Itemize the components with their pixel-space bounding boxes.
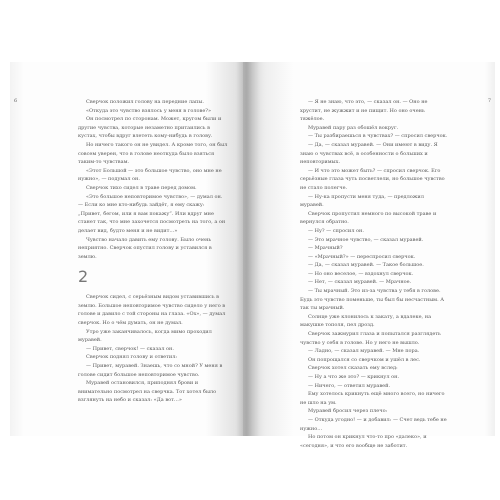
paragraph: Солнце уже клонилось к закату, а вдалеке, на макушке тополя, пел дрозд. <box>300 313 432 329</box>
paragraph: — И что это может быть? — спросил сверчок. Его серьёзные глаза чуть посветлели, но большое чувство не стало полегче. <box>300 167 445 191</box>
paragraph: — Нет, — сказал муравей. — Мрачное. <box>308 279 412 286</box>
paragraph: Сверчок хотел сказать ему вслед: <box>308 365 398 372</box>
paragraph: Муравей пару раз обошёл вокруг. <box>308 124 399 131</box>
paragraph: Он посмотрел по сторонам. Может, кругом были и другие чувства, которые незаметно притаились в кустах, чтобы вдруг влететь кому-нибудь в голову. <box>78 116 222 140</box>
paragraph: Сверчок зажмурил глаза и попытался разглядеть чувство у себя в голове. Но у него не вышло. <box>300 331 441 346</box>
paragraph: «Этот Большой — это большое чувство, оно мне не нужно», — подумал он. <box>78 167 222 183</box>
paragraph: — Ты мрачный. Это из-за чувства у тебя в голове. Будь это чувство поменьше, ты был бы несчастным. А так ты мрачный. <box>300 288 445 312</box>
paragraph: — Мрачный? <box>308 245 343 252</box>
paragraph: Сверчок поднял голову и ответил: <box>86 354 178 361</box>
left-page <box>10 62 243 436</box>
book-gutter-shadow <box>236 62 260 436</box>
paragraph: Чувство начало давить ему голову. Было очень неприятно. Сверчок опустил голову и уставился в землю. <box>78 236 212 260</box>
paragraph: — Да, — сказал муравей. — Они имеют в виду. Я знаю о чувствах всё, в особенности о больших и неповторимых. <box>300 141 438 166</box>
paragraph: Сверчок положил голову на передние лапы. <box>86 99 204 105</box>
page-number-right: 7 <box>487 98 491 104</box>
book-spread <box>10 62 495 449</box>
paragraph: — Ну-ка пропусти меня туда, — предложил муравей. <box>300 193 424 209</box>
paragraph: — Ничего, — ответил муравей. <box>308 382 391 389</box>
paragraph: Муравей остановился, приподнял брови и внимательно посмотрел на сверчка. Тот хотел было взглянуть на небо и сказал: «Да вот…» <box>78 380 217 404</box>
paragraph: «Откуда это чувство взялось у меня в голове?» <box>86 107 212 114</box>
paragraph: Сверчок сидел, с серьёзным видом уставившись в землю. Большое неповторимое чувство сидело у него в голове и давило с той стороны на глаза. «Ох», — думал сверчок. Но о чём думать, он не думал. <box>78 294 226 327</box>
paragraph: Муравей бросил через плечо: <box>308 408 388 415</box>
paragraph: — Откуда угодно! — и добавил: — Счет ведь тебе не нужно… <box>300 416 447 432</box>
paragraph: Сверчок тихо сидел в траве перед домом. <box>86 184 197 191</box>
paragraph: — Привет, муравей. Знаешь, что со мной? У меня в голове сидит большое неповторимое чувство. <box>78 363 223 378</box>
paragraph: — Да, — сказал муравей. — Такое большое. <box>308 262 424 269</box>
paragraph: «Это большое неповторимое чувство», — думал он. — Если ко мне кто-нибудь зайдёт, я ему скажу: „Привет, бегом, или я вам покажу“. Или вдруг мне станет так, что мне захочется посмотреть на того, а он делает вид, будто меня и не видит…» <box>78 193 226 234</box>
paragraph: Ему хотелось крикнуть ещё много всего, но ничего не шло на ум. <box>300 391 445 406</box>
paragraph: Сверчок пропустил немного по высокой траве и вернулся обратно. <box>300 210 437 226</box>
page-number-left: 6 <box>14 98 18 104</box>
paragraph: — Ладно, — сказал муравей. — Мне пора. <box>308 348 420 355</box>
paragraph: Но ничего такого он не увидел. А кроме того, он был совсем уверен, что в голове неоткуда было взяться таким-то чувствам. <box>78 141 228 166</box>
paragraph: — Но оно веселое, — вздохнул сверчок. <box>308 270 414 277</box>
paragraph: Но потом он крикнул что-то про «далеко», и «сегодня», и что его вообще не заботит. <box>300 434 427 449</box>
paragraph: — «Мрачный?» — переспросил сверчок. <box>308 253 416 260</box>
paragraph: — Привет, сверчок! — сказал он. <box>86 345 174 352</box>
paragraph: — Ну? — спросил он. <box>308 227 364 234</box>
left-text-column <box>78 98 228 405</box>
right-page <box>243 62 495 449</box>
paragraph: Утро уже заканчивалось, когда мимо проходил муравей. <box>78 328 212 344</box>
paragraph: — Я не знаю, что это, — сказал он. — Оно не хрустит, не жужжит и не пищит. Но оно очень тяжёлое. <box>300 99 428 123</box>
chapter-number: 2 <box>78 267 89 287</box>
paragraph: — Ну а что же это? — крикнул он. <box>308 374 400 380</box>
paragraph: — Это мрачное чувство, — сказал муравей. <box>308 236 424 243</box>
right-text-column <box>300 98 448 450</box>
paragraph: Он попрощался со сверчком и ушёл в лес. <box>308 356 421 363</box>
paragraph: — Ты разбираешься в чувствах? — спросил сверчок. <box>308 133 448 140</box>
